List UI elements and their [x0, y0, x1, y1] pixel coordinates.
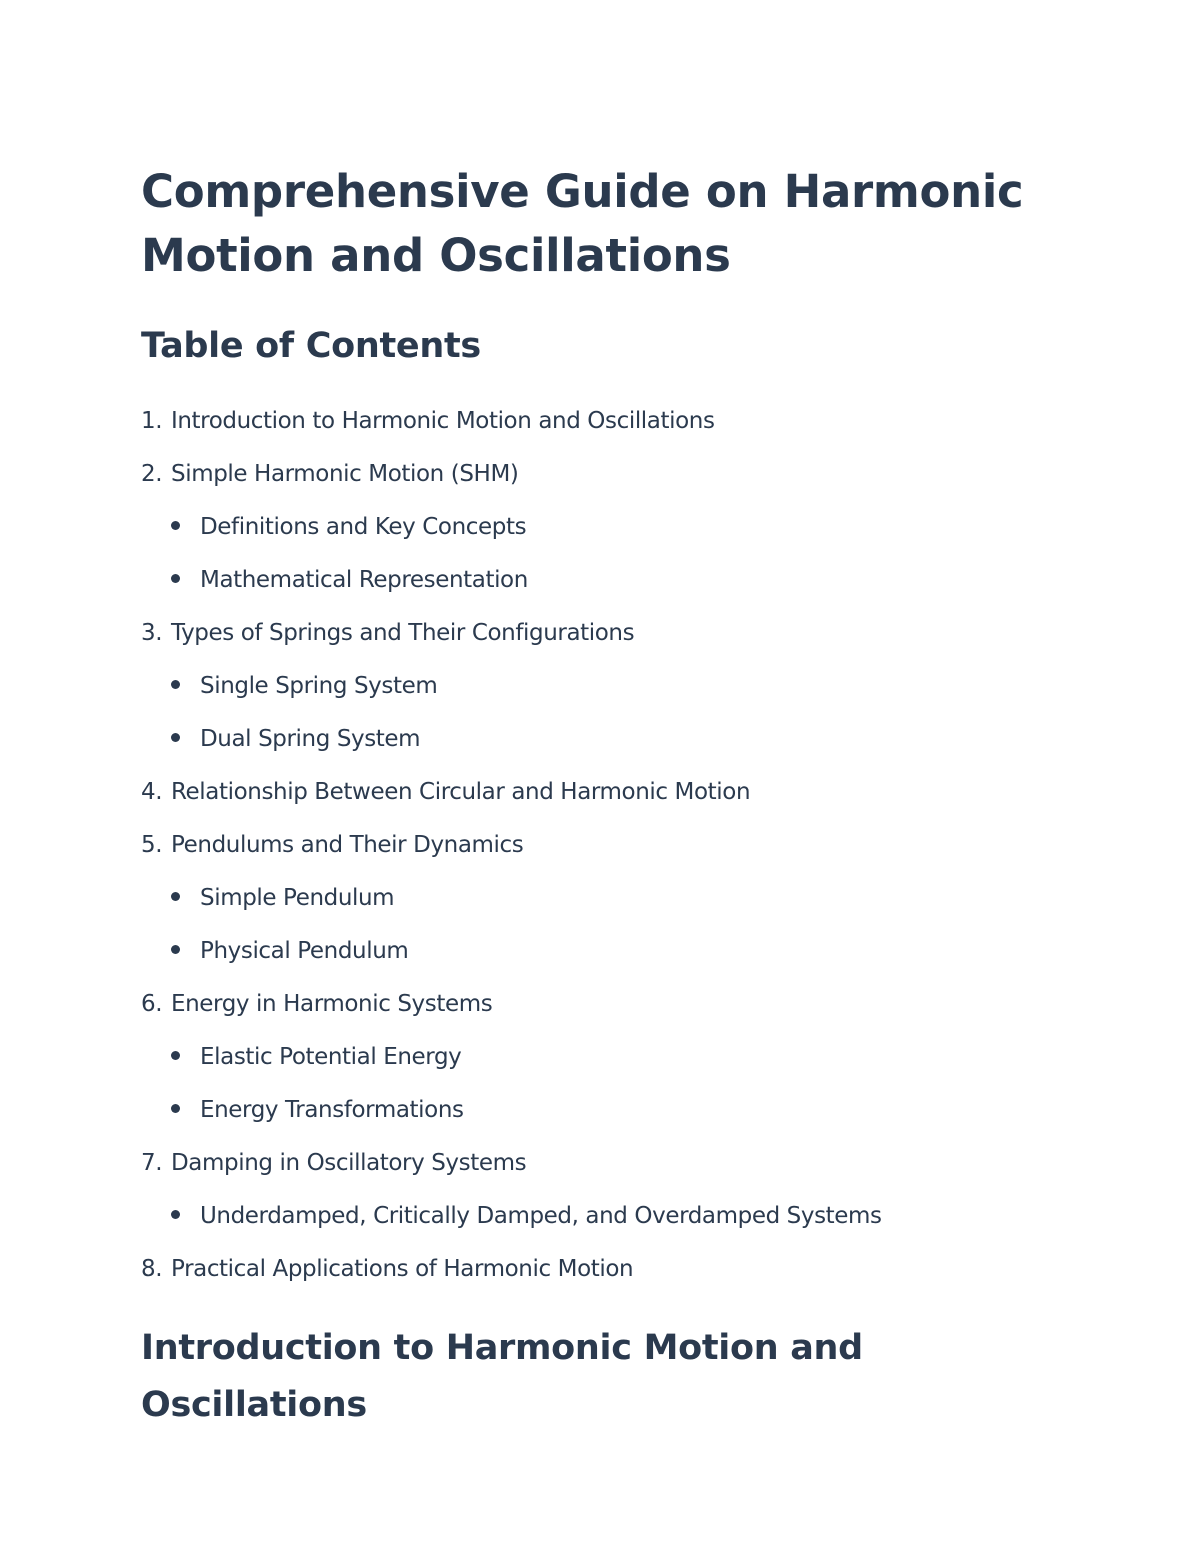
toc-item	[141, 448, 1041, 501]
toc-subitem	[141, 1190, 1041, 1243]
toc-subitem	[141, 925, 1041, 978]
toc-item-number: 3.	[141, 620, 163, 646]
toc-item	[141, 1137, 1041, 1190]
toc-subitem	[141, 554, 1041, 607]
toc-subitem	[141, 660, 1041, 713]
toc-item	[141, 1243, 1041, 1296]
toc-subitem-label: Physical Pendulum	[200, 938, 409, 964]
table-of-contents	[141, 395, 1041, 1296]
toc-item-number: 8.	[141, 1256, 163, 1282]
toc-item-label: Simple Harmonic Motion (SHM)	[171, 461, 519, 487]
toc-item-number: 1.	[141, 408, 163, 434]
toc-item-number: 7.	[141, 1150, 163, 1176]
toc-heading: Table of Contents	[141, 326, 481, 366]
toc-item	[141, 978, 1041, 1031]
bullet-icon	[171, 680, 180, 689]
toc-subitem	[141, 713, 1041, 766]
toc-item	[141, 395, 1041, 448]
bullet-icon	[171, 574, 180, 583]
toc-subitem-label: Elastic Potential Energy	[200, 1044, 462, 1070]
toc-item	[141, 766, 1041, 819]
toc-item-label: Relationship Between Circular and Harmonic Motion	[171, 779, 751, 805]
toc-subitem-label: Definitions and Key Concepts	[200, 514, 527, 540]
toc-item-label: Damping in Oscillatory Systems	[171, 1150, 527, 1176]
bullet-icon	[171, 733, 180, 742]
toc-item-label: Introduction to Harmonic Motion and Oscillations	[171, 408, 715, 434]
bullet-icon	[171, 892, 180, 901]
toc-subitem-label: Underdamped, Critically Damped, and Overdamped Systems	[200, 1203, 882, 1229]
toc-item-label: Types of Springs and Their Configurations	[171, 620, 635, 646]
toc-item-number: 4.	[141, 779, 163, 805]
bullet-icon	[171, 521, 180, 530]
toc-subitem-label: Mathematical Representation	[200, 567, 528, 593]
document-page	[141, 160, 1041, 1434]
toc-item	[141, 819, 1041, 872]
section-heading: Introduction to Harmonic Motion and Oscillations	[141, 1328, 863, 1425]
toc-item-number: 5.	[141, 832, 163, 858]
toc-item-number: 2.	[141, 461, 163, 487]
bullet-icon	[171, 945, 180, 954]
document-title: Comprehensive Guide on Harmonic Motion and Oscillations	[141, 165, 1024, 282]
toc-item-label: Pendulums and Their Dynamics	[171, 832, 524, 858]
toc-item-label: Practical Applications of Harmonic Motion	[171, 1256, 634, 1282]
bullet-icon	[171, 1051, 180, 1060]
toc-item-number: 6.	[141, 991, 163, 1017]
toc-subitem	[141, 501, 1041, 554]
toc-subitem	[141, 1084, 1041, 1137]
bullet-icon	[171, 1210, 180, 1219]
toc-item	[141, 607, 1041, 660]
bullet-icon	[171, 1104, 180, 1113]
toc-subitem	[141, 1031, 1041, 1084]
toc-subitem-label: Energy Transformations	[200, 1097, 464, 1123]
toc-subitem-label: Dual Spring System	[200, 726, 421, 752]
toc-item-label: Energy in Harmonic Systems	[171, 991, 493, 1017]
toc-subitem-label: Simple Pendulum	[200, 885, 395, 911]
toc-subitem	[141, 872, 1041, 925]
toc-subitem-label: Single Spring System	[200, 673, 438, 699]
